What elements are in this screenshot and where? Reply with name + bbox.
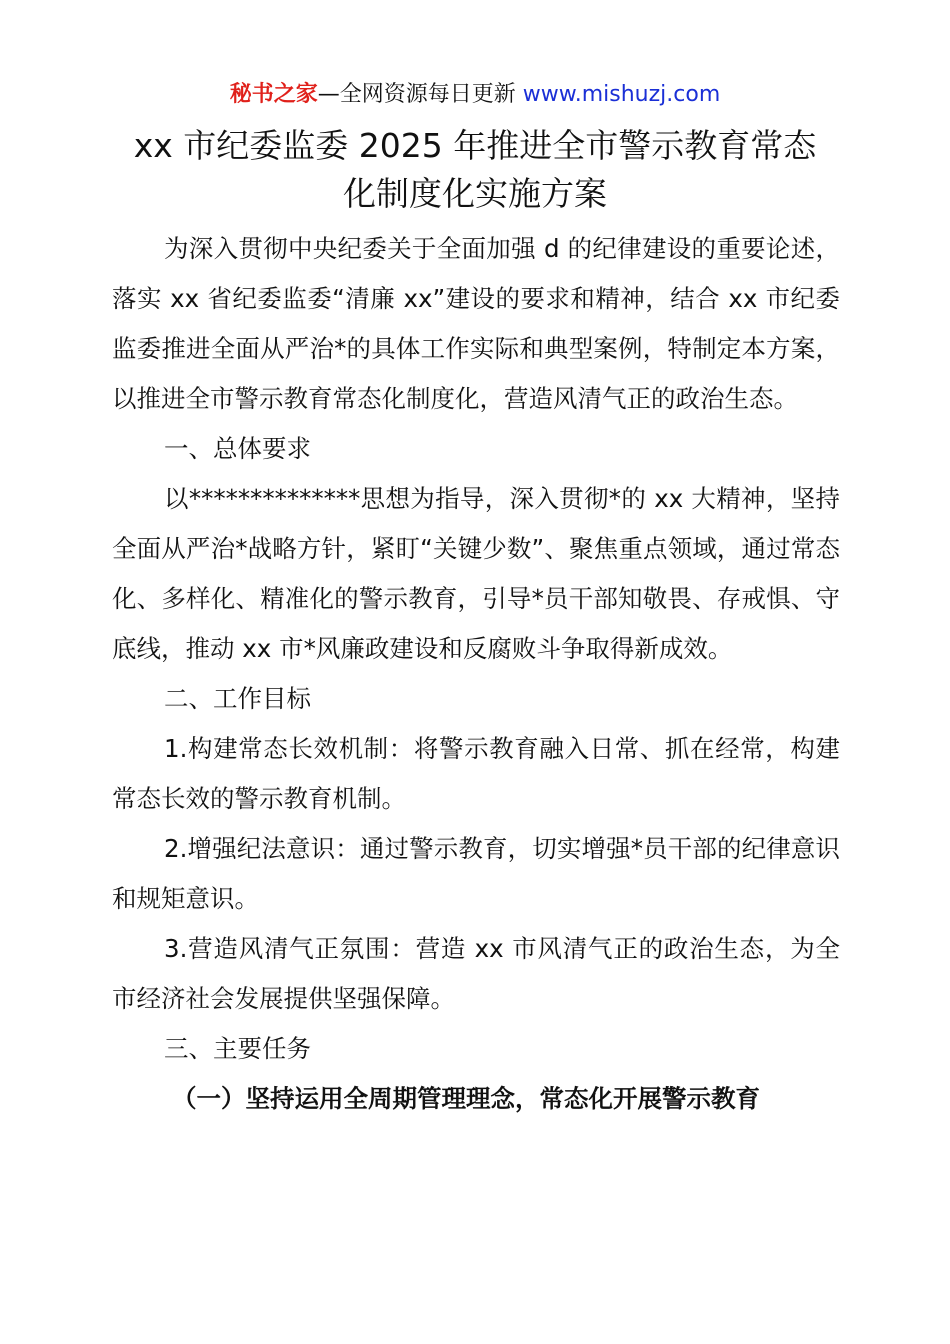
document-body xyxy=(112,224,840,1124)
section-1-paragraph: 以**************思想为指导，深入贯彻*的 xx 大精神，坚持全面从严治*战略方针，紧盯“关键少数”、聚焦重点领域，通过常态化、多样化、精准化的警示教育，引导*员干部知敬畏、存戒惧、守底线，推动 xx 市*风廉政建设和反腐败斗争取得新成效。 xyxy=(112,484,840,663)
goal-item-2: 2.增强纪法意识：通过警示教育，切实增强*员干部的纪律意识和规矩意识。 xyxy=(112,834,840,913)
section-2-heading: 二、工作目标 xyxy=(164,684,311,713)
document-title-line-2: 化制度化实施方案 xyxy=(343,174,607,213)
document-title-line-1: xx 市纪委监委 2025 年推进全市警示教育常态 xyxy=(133,126,817,165)
document-title xyxy=(60,122,890,218)
site-header xyxy=(0,80,950,110)
intro-paragraph: 为深入贯彻中央纪委关于全面加强 d 的纪律建设的重要论述，落实 xx 省纪委监委“清廉 xx”建设的要求和精神，结合 xx 市纪委监委推进全面从严治*的具体工作实际和典型案例，特制定本方案，以推进全市警示教育常态化制度化，营造风清气正的政治生态。 xyxy=(112,234,840,413)
site-brand: 秘书之家 xyxy=(229,82,318,107)
section-1-heading: 一、总体要求 xyxy=(164,434,311,463)
goal-item-1: 1.构建常态长效机制：将警示教育融入日常、抓在经常，构建常态长效的警示教育机制。 xyxy=(112,734,840,813)
section-3-heading: 三、主要任务 xyxy=(164,1034,311,1063)
section-3-subheading-1: （一）坚持运用全周期管理理念，常态化开展警示教育 xyxy=(172,1084,760,1113)
site-url-link[interactable]: www.mishuzj.com xyxy=(522,82,721,107)
site-tagline: —全网资源每日更新 xyxy=(317,82,523,107)
goal-item-3: 3.营造风清气正氛围：营造 xx 市风清气正的政治生态，为全市经济社会发展提供坚强保障。 xyxy=(112,934,840,1013)
